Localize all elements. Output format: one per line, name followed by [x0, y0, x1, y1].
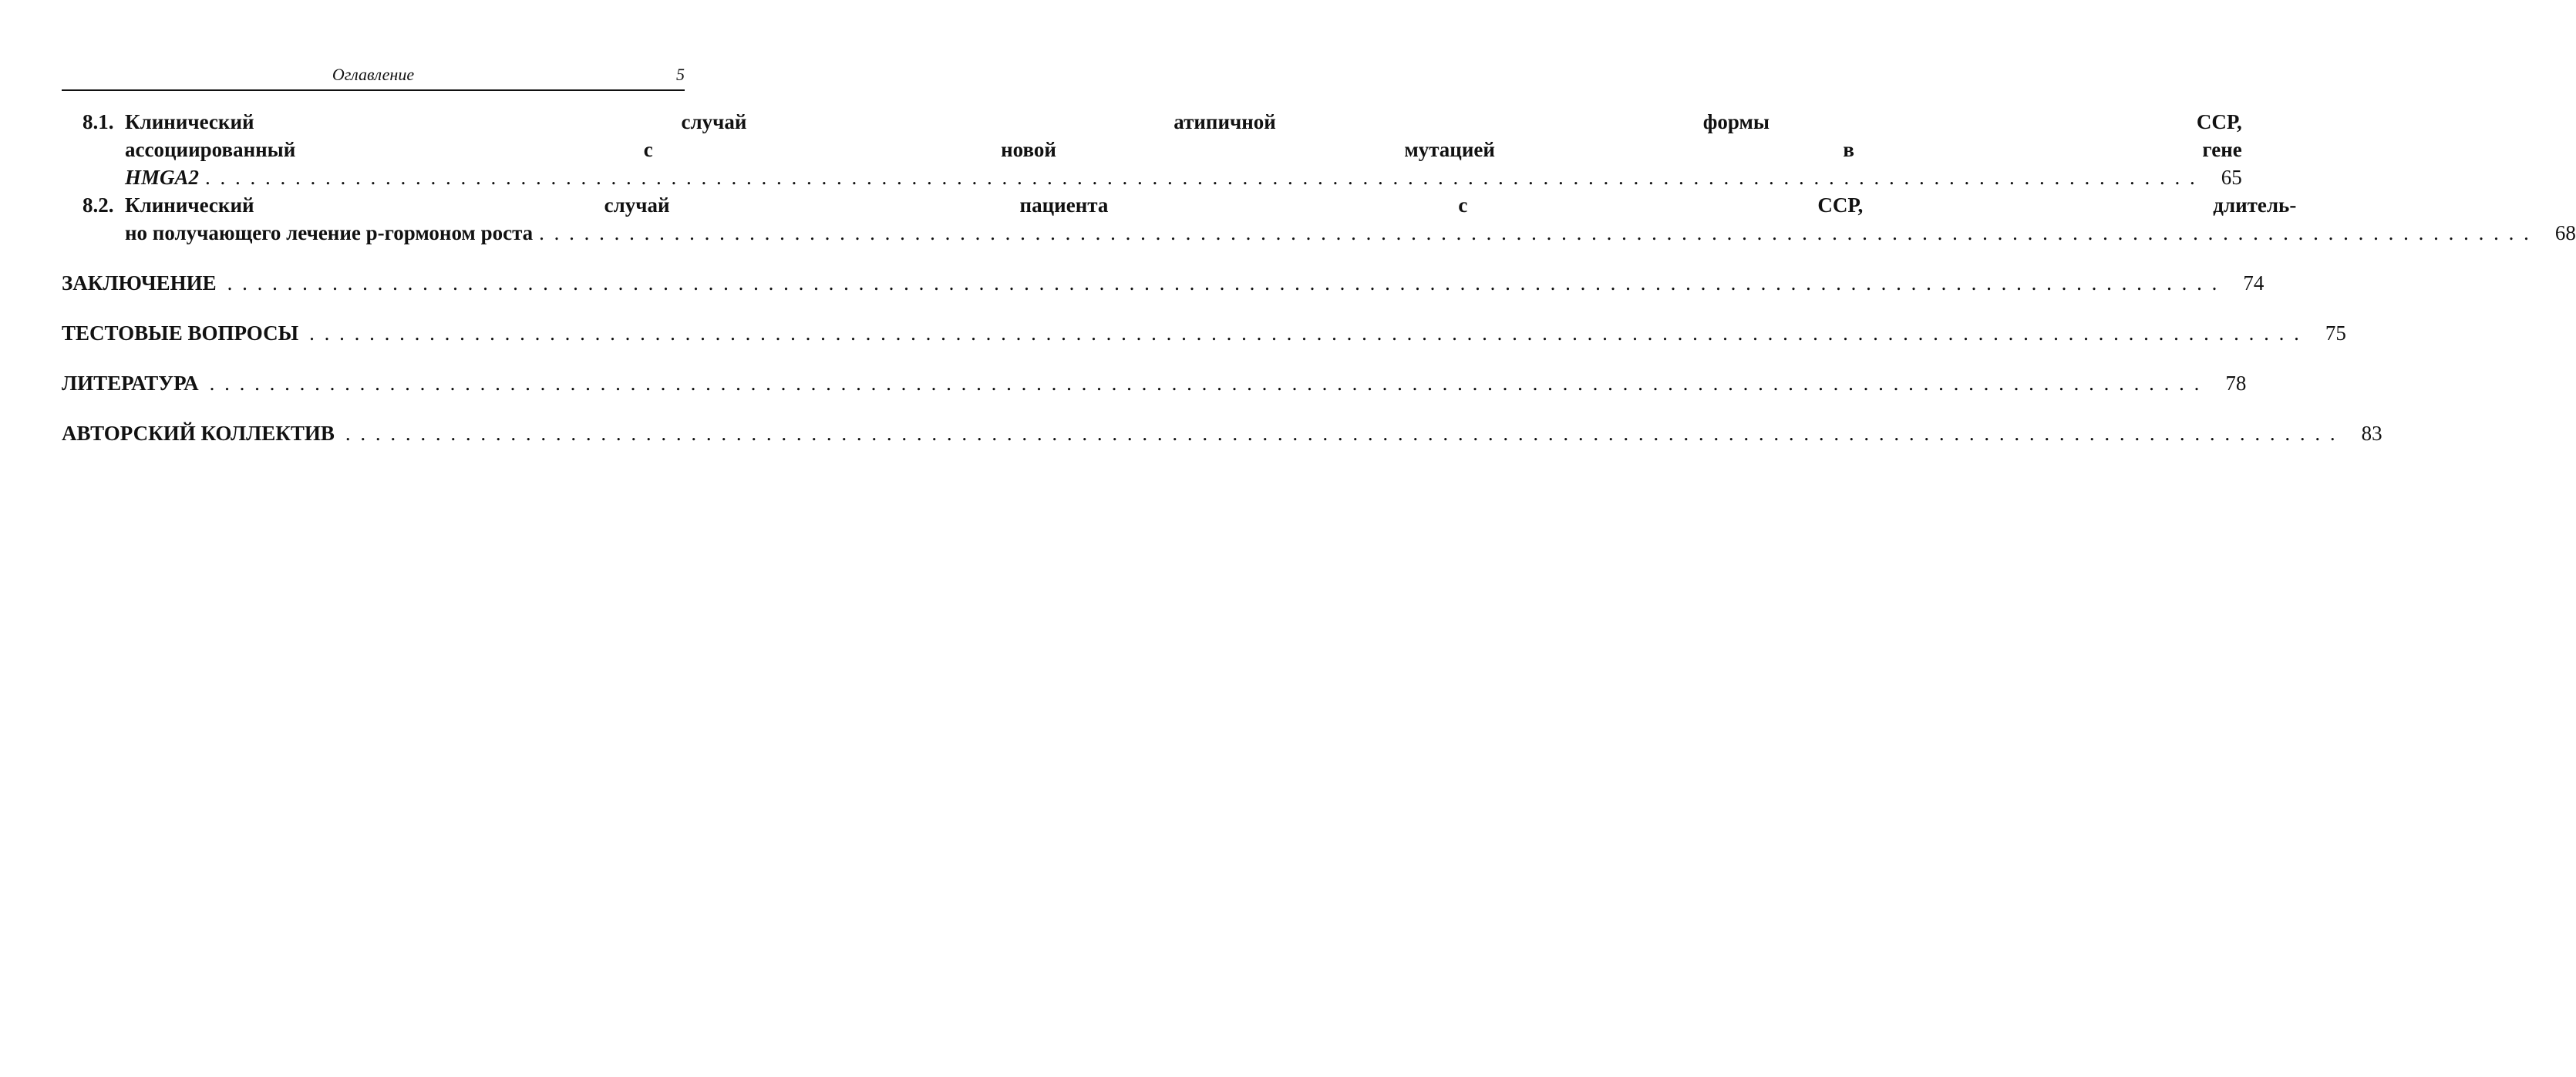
- toc-entry-body: [125, 191, 2576, 247]
- dot-leader: [210, 369, 2202, 397]
- toc-entry-last-line: [125, 219, 2576, 247]
- dot-leader: [345, 419, 2338, 447]
- toc-entry-page: 83: [2361, 422, 2382, 445]
- toc-entry-conclusion[interactable]: [62, 269, 2265, 297]
- toc-entry-line: но получающего лечение р-гормоном роста: [125, 221, 534, 244]
- dot-leader: [539, 219, 2531, 247]
- toc-entry-title: ЛИТЕРАТУРА: [62, 372, 199, 395]
- toc-entry-body: [125, 108, 2242, 191]
- dot-leader: [205, 163, 2197, 191]
- toc-entry-title: ТЕСТОВЫЕ ВОПРОСЫ: [62, 321, 299, 345]
- toc-entry-literature[interactable]: [62, 369, 2247, 397]
- toc-entry-test-questions[interactable]: [62, 319, 2346, 347]
- toc-entry-line: ассоциированный с новой мутацией в гене: [125, 138, 2242, 161]
- toc-entry-line: Клинический случай атипичной формы ССР,: [125, 110, 2242, 133]
- toc-entry-8-2[interactable]: [82, 191, 2576, 247]
- toc-entry-gene-name: HMGA2: [125, 166, 200, 189]
- toc-entry-number: 8.2.: [82, 194, 114, 217]
- toc-entry-page: 78: [2225, 372, 2247, 395]
- running-header: [62, 62, 685, 91]
- running-title: Оглавление: [332, 65, 415, 84]
- toc-entry-line: Клинический случай пациента с ССР, длитель-: [125, 194, 2297, 217]
- toc-entry-title: ЗАКЛЮЧЕНИЕ: [62, 271, 217, 294]
- page-number: 5: [676, 65, 685, 84]
- toc-entry-number: 8.1.: [82, 110, 114, 133]
- toc-entry-page: 75: [2325, 321, 2346, 345]
- toc-entry-page: 68: [2554, 221, 2576, 244]
- toc-entry-page: 65: [2221, 166, 2242, 189]
- dot-leader: [227, 269, 2220, 297]
- toc-entry-page: 74: [2243, 271, 2265, 294]
- toc-entry-8-1[interactable]: [82, 108, 2242, 191]
- table-of-contents: [62, 108, 2576, 447]
- dot-leader: [309, 319, 2302, 347]
- toc-entry-authors[interactable]: [62, 419, 2382, 447]
- toc-entry-last-line: [125, 163, 2242, 191]
- toc-entry-title: АВТОРСКИЙ КОЛЛЕКТИВ: [62, 422, 335, 445]
